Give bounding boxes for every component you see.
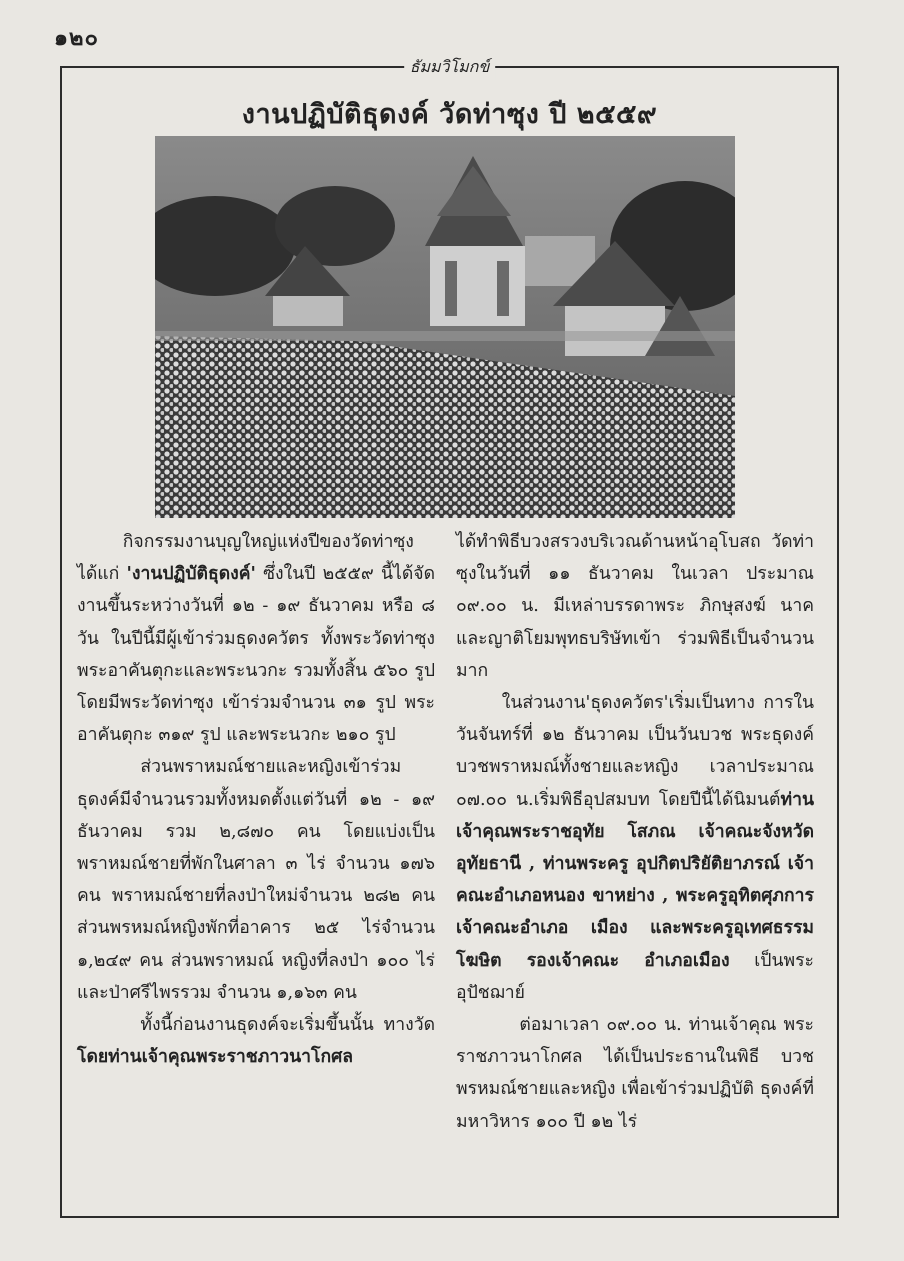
paragraph: ส่วนพราหมณ์ชายและหญิงเข้าร่วม ธุดงค์มีจำนวนรวมทั้งหมดตั้งแต่วันที่ ๑๒ - ๑๙ ธันวาคม รวม ๒,๘๗๐ คน โดยแบ่งเป็น พราหมณ์ชายที่พักในศาลา ๓ ไร่ จำนวน ๑๗๖ คน พราหมณ์ชายที่ลงป่าใหม่จำนวน ๒๘๒ คน ส่วนพรหมณ์หญิงพักที่อาคาร ๒๕ ไร่จำนวน ๑,๒๔๙ คน ส่วนพราหมณ์ หญิงที่ลงป่า ๑๐๐ ไร่และป่าศรีไพรรวม จำนวน ๑,๑๖๓ คน bbox=[77, 757, 435, 1003]
paragraph bbox=[77, 526, 435, 751]
right-text-column bbox=[456, 526, 814, 1138]
text-run: กิจกรรมงานบุญใหญ่แห่งปีของวัดท่าซุง ได้แก่ bbox=[77, 532, 414, 585]
text-run: ทั้งนี้ก่อนงานธุดงค์จะเริ่มขึ้นนั้น ทางวัด bbox=[140, 1015, 435, 1036]
bold-text: ท่านเจ้าคุณพระราชอุทัย โสภณ เจ้าคณะจังหวัดอุทัยธานี , ท่านพระครู อุปกิตปริยัติยาภรณ์ เจ้าคณะอำเภอหนอง ขาหย่าง , พระครูอุทิตศุภการ เจ้าคณะอำเภอ เมือง และพระครูอุเทศธรรมโฆษิต รองเจ้าคณะ อำเภอเมือง bbox=[456, 788, 814, 971]
page-number: ๑๒๐ bbox=[54, 25, 99, 51]
paragraph bbox=[77, 1009, 435, 1073]
text-run: ซึ่งในปี ๒๕๕๙ นี้ได้จัดงานขึ้นระหว่างวันที่ ๑๒ - ๑๙ ธันวาคม หรือ ๘ วัน ในปีนี้มีผู้เข้าร่วมธุดงควัตร ทั้งพระวัดท่าซุง พระอาคันตุกะและพระนวกะ รวมทั้งสิ้น ๕๖๐ รูป โดยมีพระวัดท่าซุง เข้าร่วมจำนวน ๓๑ รูป พระอาคันตุกะ ๓๑๙ รูป และพระนวกะ ๒๑๐ รูป bbox=[77, 564, 436, 746]
left-text-column bbox=[77, 526, 435, 1073]
temple-ceremony-photo bbox=[155, 136, 735, 518]
article-frame bbox=[60, 57, 839, 1218]
bold-text: โดยท่านเจ้าคุณพระราชภาวนาโกศล bbox=[77, 1046, 354, 1068]
text-run: ในส่วนงาน'ธุดงควัตร'เริ่มเป็นทาง การในวันจันทร์ที่ ๑๒ ธันวาคม เป็นวันบวช พระธุดงค์ บวชพราหมณ์ทั้งชายและหญิง เวลาประมาณ ๐๗.๐๐ น.เริ่มพิธีอุปสมบท โดยปีนี้ได้นิมนต์ bbox=[456, 693, 814, 810]
article-title: งานปฏิบัติธุดงค์ วัดท่าซุง ปี ๒๕๕๙ bbox=[241, 99, 658, 130]
paragraph bbox=[456, 687, 814, 1009]
bold-text: 'งานปฏิบัติธุดงค์' bbox=[126, 563, 256, 585]
paragraph: ต่อมาเวลา ๐๙.๐๐ น. ท่านเจ้าคุณ พระราชภาวนาโกศล ได้เป็นประธานในพิธี บวชพรหมณ์ชายและหญิง เพื่อเข้าร่วมปฏิบัติ ธุดงค์ที่มหาวิหาร ๑๐๐ ปี ๑๒ ไร่ bbox=[456, 1015, 814, 1132]
paragraph: ได้ทำพิธีบวงสรวงบริเวณด้านหน้าอุโบสถ วัดท่าซุงในวันที่ ๑๑ ธันวาคม ในเวลา ประมาณ ๐๙.๐๐ น. มีเหล่าบรรดาพระ ภิกษุสงฆ์ นาค และญาติโยมพุทธบริษัทเข้า ร่วมพิธีเป็นจำนวนมาก bbox=[456, 532, 814, 681]
text-run: เป็นพระอุปัชฌาย์ bbox=[456, 950, 814, 1003]
running-header: ธัมมวิโมกข์ bbox=[404, 55, 496, 80]
